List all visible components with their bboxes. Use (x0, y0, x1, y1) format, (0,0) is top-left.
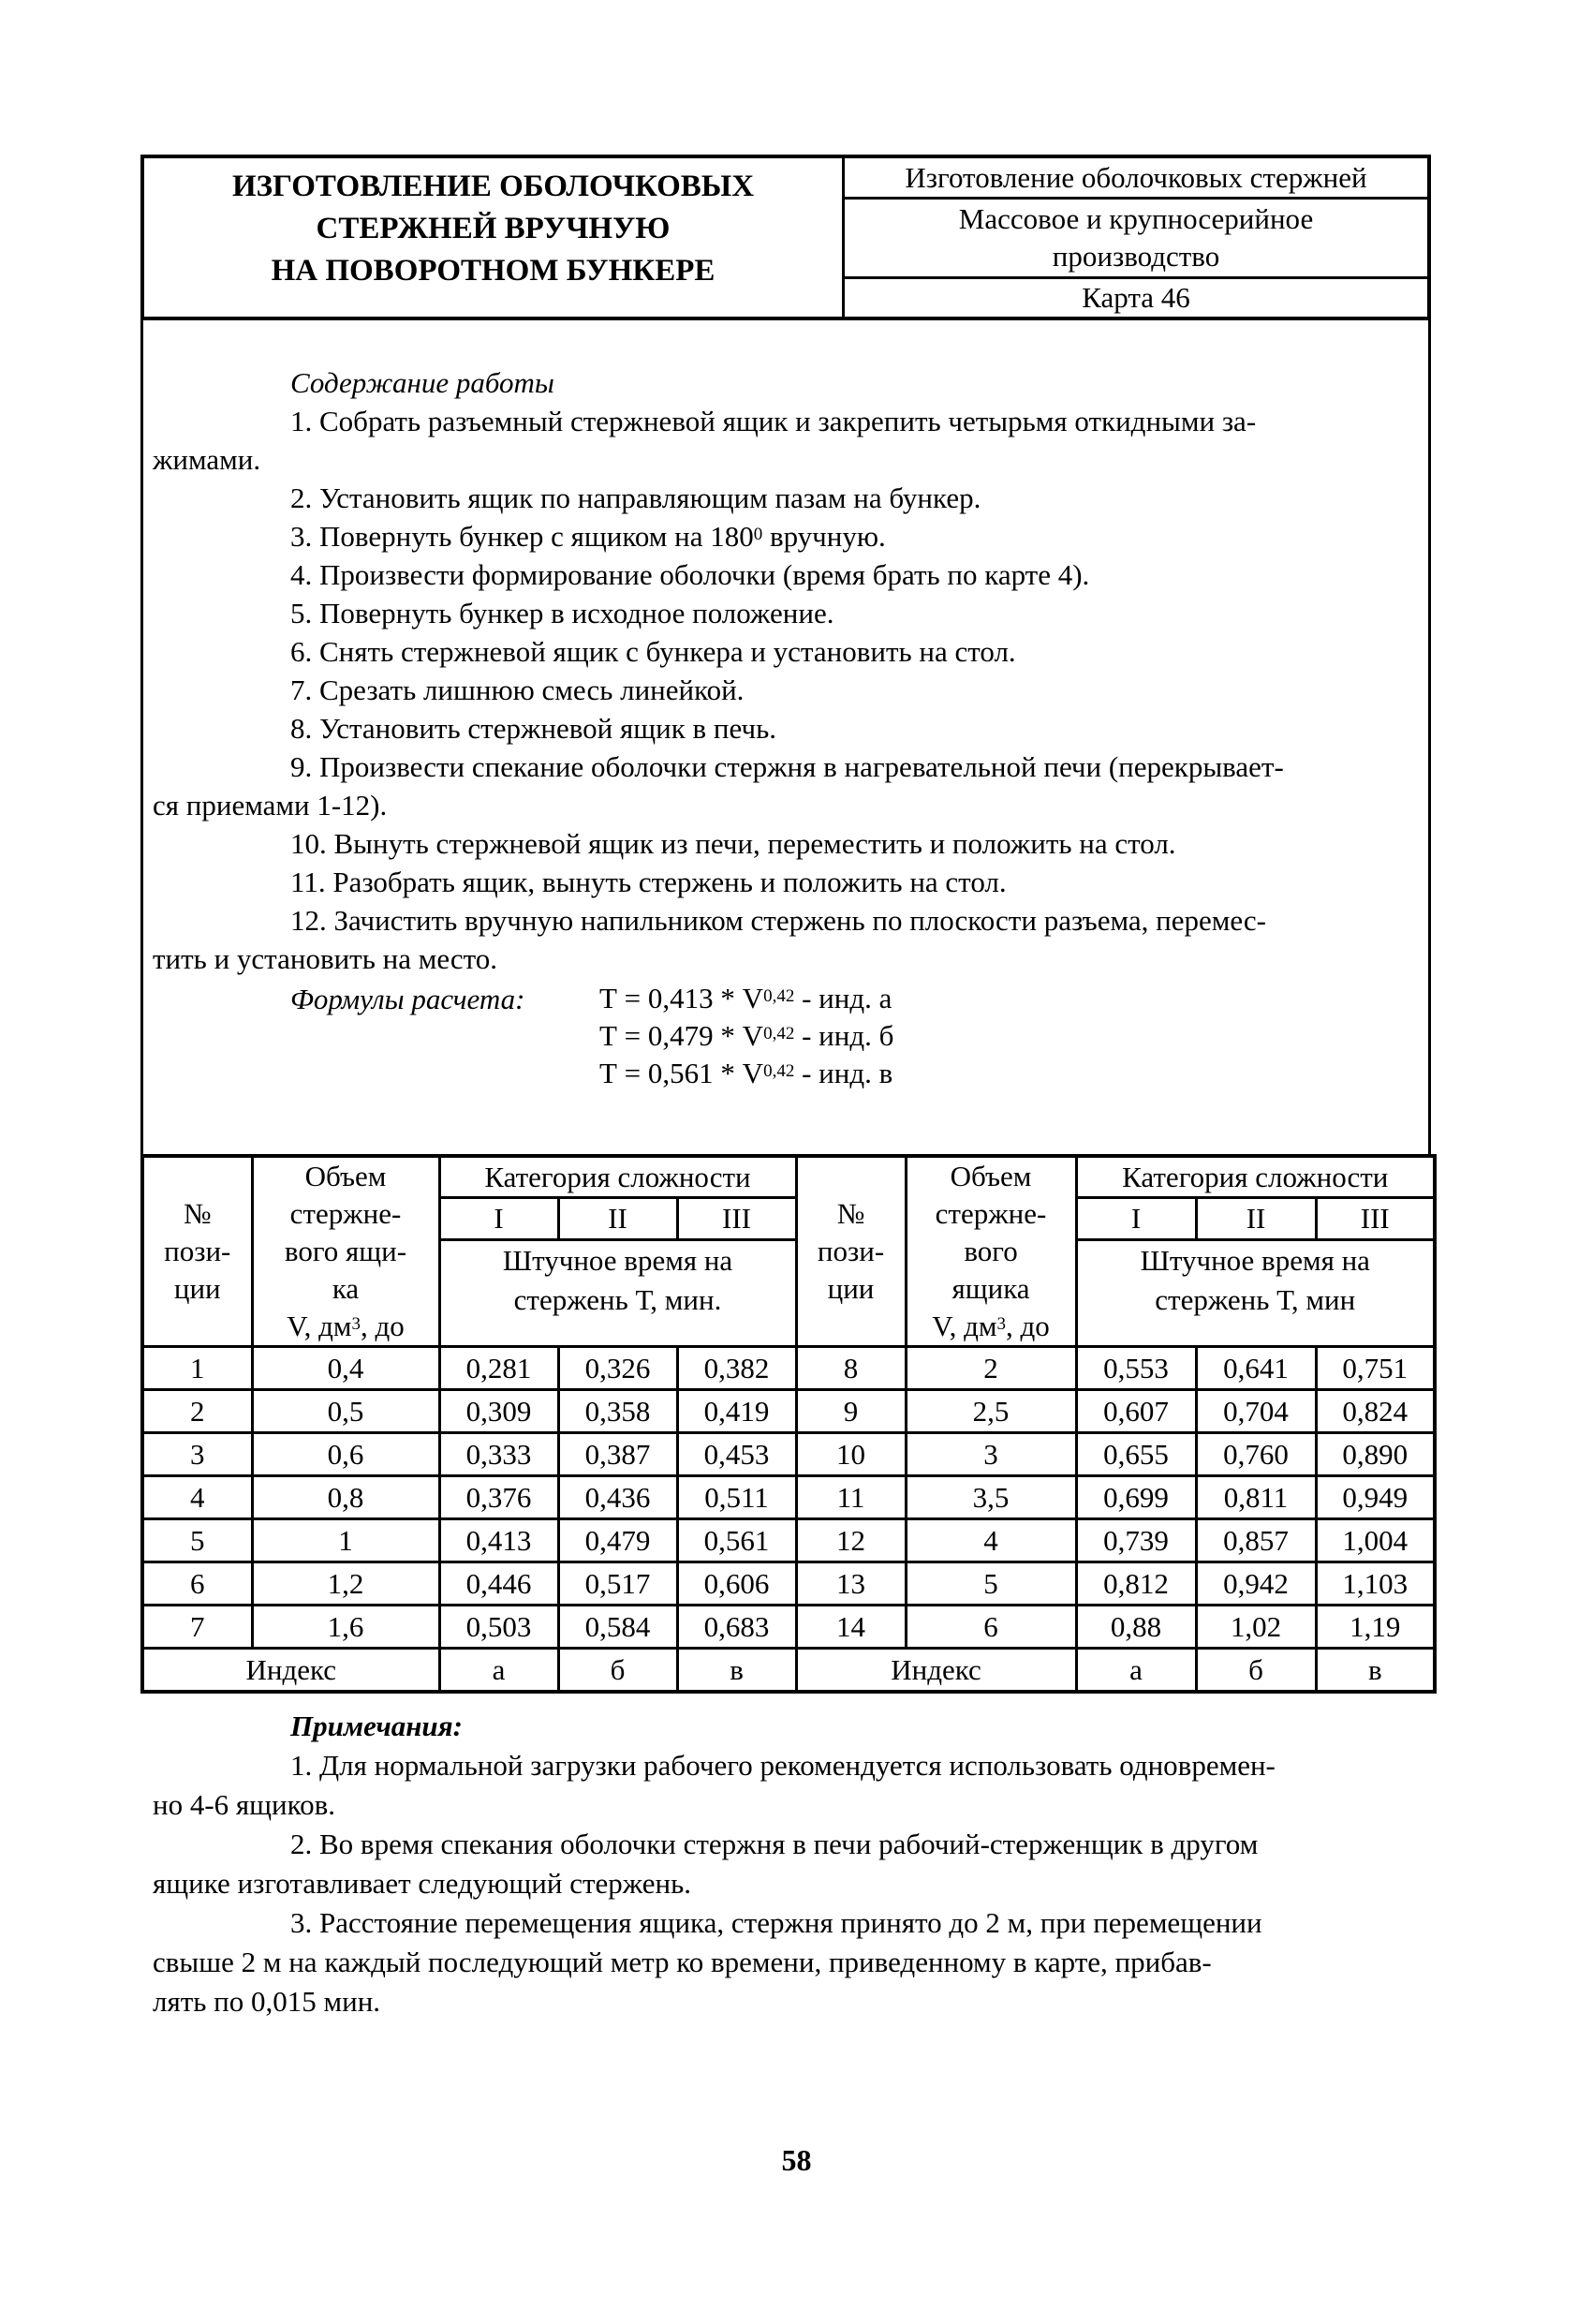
table-cell: 0,561 (677, 1519, 796, 1562)
text-line: жимами. (153, 443, 261, 476)
table-cell: 0,413 (439, 1519, 558, 1562)
text-line: тить и установить на место. (153, 942, 498, 975)
table-cell: 0,333 (439, 1433, 558, 1476)
table-cell: 1,6 (252, 1606, 439, 1649)
index-value-cell: б (1196, 1649, 1316, 1693)
category-col: I (439, 1198, 558, 1239)
header-right-column (845, 158, 1427, 317)
text-line: 12. Зачистить вручную напильником стержень по плоскости разъема, перемес- (290, 904, 1266, 937)
card-number-label: Карта 46 (1082, 281, 1190, 314)
index-value-cell: в (1316, 1649, 1435, 1693)
title-line: ИЗГОТОВЛЕНИЕ ОБОЛОЧКОВЫХ (231, 170, 755, 203)
table-row (142, 1519, 1435, 1562)
header-box (140, 155, 1431, 320)
pos-header-cell: № пози- ции (142, 1156, 252, 1347)
table-cell: 0,683 (677, 1606, 796, 1649)
table-row (142, 1476, 1435, 1519)
text-line: 11. Разобрать ящик, вынуть стержень и положить на стол. (290, 866, 1007, 898)
table-cell: 0,8 (252, 1476, 439, 1519)
table-cell: 0,942 (1196, 1562, 1316, 1606)
doc-type-cell (845, 158, 1427, 200)
production-type-cell (845, 200, 1427, 279)
table-row (142, 1390, 1435, 1433)
table-cell: 0,949 (1316, 1476, 1435, 1519)
text-line: 3. Повернуть бункер с ящиком на $180^0$ вручную. (290, 520, 886, 553)
time-header-cell: Штучное время на стержень Т, мин (1076, 1239, 1435, 1346)
table-cell: 0,446 (439, 1562, 558, 1606)
note-line: лять по 0,015 мин. (153, 1985, 381, 2018)
table-cell: 12 (796, 1519, 906, 1562)
table-cell: 0,309 (439, 1390, 558, 1433)
text-line: 9. Произвести спекание оболочки стержня в нагревательной печи (перекрывает- (290, 750, 1284, 783)
table-row (142, 1606, 1435, 1649)
index-value-cell: б (558, 1649, 677, 1693)
note-line: свыше 2 м на каждый последующий метр ко времени, приведенному в карте, прибав- (153, 1946, 1212, 1978)
formulas-stack (599, 980, 893, 1092)
table-cell: 0,376 (439, 1476, 558, 1519)
table-cell: 1,2 (252, 1562, 439, 1606)
table-cell: 0,503 (439, 1606, 558, 1649)
work-content-section (153, 363, 1409, 1092)
table-cell: 0,4 (252, 1347, 439, 1390)
table-cell: 8 (796, 1347, 906, 1390)
text-line: 2. Установить ящик по направляющим пазам на бункер. (290, 481, 981, 514)
index-label-cell: Индекс (796, 1649, 1076, 1693)
section-heading: Содержание работы (290, 366, 554, 399)
table-header-row (142, 1156, 1435, 1198)
table-cell: 0,584 (558, 1606, 677, 1649)
table-cell: 14 (796, 1606, 906, 1649)
table-cell: 13 (796, 1562, 906, 1606)
volume-header-cell: Объем стержне- вого ящи- ка V, $дм^3$, до (252, 1156, 439, 1347)
title-line: НА ПОВОРОТНОМ БУНКЕРЕ (271, 254, 715, 288)
table-cell: 6 (906, 1606, 1076, 1649)
formulas-label: Формулы расчета: (290, 983, 525, 1015)
formulas-block (153, 980, 1409, 1092)
table-cell: 0,739 (1076, 1519, 1196, 1562)
index-value-cell: а (1076, 1649, 1196, 1693)
page-number: 58 (781, 2143, 812, 2177)
table-cell: 3,5 (906, 1476, 1076, 1519)
table-cell: 1 (252, 1519, 439, 1562)
table-row (142, 1347, 1435, 1390)
table-cell: 0,453 (677, 1433, 796, 1476)
table-row (142, 1562, 1435, 1606)
table-row (142, 1433, 1435, 1476)
table-cell: 1,19 (1316, 1606, 1435, 1649)
table-cell: 0,760 (1196, 1433, 1316, 1476)
index-value-cell: а (439, 1649, 558, 1693)
volume-header-cell: Объем стержне- вого ящика V, $дм^3$, до (906, 1156, 1076, 1347)
index-value-cell: в (677, 1649, 796, 1693)
table-cell: 0,890 (1316, 1433, 1435, 1476)
formula-line: Т = 0,479 * V$^{0,42}$ - инд. б (599, 1019, 894, 1052)
text-line: 5. Повернуть бункер в исходное положение. (290, 597, 834, 629)
norms-table-wrap (140, 1154, 1437, 1694)
table-cell: 0,6 (252, 1433, 439, 1476)
production-type-line: Массовое и крупносерийное (958, 202, 1314, 235)
formula-line: Т = 0,561 * V$^{0,42}$ - инд. в (599, 1057, 893, 1089)
table-cell: 0,811 (1196, 1476, 1316, 1519)
table-cell: 6 (142, 1562, 252, 1606)
text-line: 4. Произвести формирование оболочки (время брать по карте 4). (290, 558, 1090, 591)
category-header-cell: Категория сложности (439, 1156, 796, 1198)
table-cell: 1,103 (1316, 1562, 1435, 1606)
note-line: ящике изготавливает следующий стержень. (153, 1867, 692, 1900)
production-type-line: производство (1052, 240, 1220, 273)
doc-type-label: Изготовление оболочковых стержней (905, 160, 1367, 194)
category-header-cell: Категория сложности (1076, 1156, 1435, 1198)
table-cell: 10 (796, 1433, 906, 1476)
card-number-cell (845, 279, 1427, 317)
table-cell: 0,436 (558, 1476, 677, 1519)
table-cell: 4 (906, 1519, 1076, 1562)
text-line: 10. Вынуть стержневой ящик из печи, переместить и положить на стол. (290, 827, 1176, 860)
table-index-row (142, 1649, 1435, 1693)
table-cell: 0,281 (439, 1347, 558, 1390)
table-cell: 0,326 (558, 1347, 677, 1390)
table-cell: 7 (142, 1606, 252, 1649)
table-cell: 1,02 (1196, 1606, 1316, 1649)
table-cell: 0,358 (558, 1390, 677, 1433)
category-col: I (1076, 1198, 1196, 1239)
title-line: СТЕРЖНЕЙ ВРУЧНУЮ (316, 212, 671, 245)
table-cell: 0,607 (1076, 1390, 1196, 1433)
pos-header-cell: № пози- ции (796, 1156, 906, 1347)
table-cell: 0,606 (677, 1562, 796, 1606)
text-line: 7. Срезать лишнюю смесь линейкой. (290, 674, 745, 706)
table-cell: 0,751 (1316, 1347, 1435, 1390)
table-cell: 0,812 (1076, 1562, 1196, 1606)
category-col: II (558, 1198, 677, 1239)
table-cell: 0,655 (1076, 1433, 1196, 1476)
table-cell: 0,553 (1076, 1347, 1196, 1390)
table-cell: 5 (906, 1562, 1076, 1606)
table-cell: 2 (906, 1347, 1076, 1390)
table-cell: 2,5 (906, 1390, 1076, 1433)
notes-heading: Примечания: (290, 1710, 463, 1742)
table-cell: 0,5 (252, 1390, 439, 1433)
table-cell: 5 (142, 1519, 252, 1562)
category-col: III (1316, 1198, 1435, 1239)
table-cell: 0,479 (558, 1519, 677, 1562)
category-col: II (1196, 1198, 1316, 1239)
table-cell: 0,517 (558, 1562, 677, 1606)
norms-table (140, 1154, 1437, 1694)
table-cell: 0,704 (1196, 1390, 1316, 1433)
formula-line: Т = 0,413 * V$^{0,42}$ - инд. а (599, 982, 892, 1014)
table-cell: 0,382 (677, 1347, 796, 1390)
table-cell: 0,511 (677, 1476, 796, 1519)
table-cell: 0,419 (677, 1390, 796, 1433)
time-header-cell: Штучное время на стержень Т, мин. (439, 1239, 796, 1346)
table-cell: 9 (796, 1390, 906, 1433)
text-line: 1. Собрать разъемный стержневой ящик и закрепить четырьмя откидными за- (290, 405, 1257, 437)
table-cell: 4 (142, 1476, 252, 1519)
note-line: 2. Во время спекания оболочки стержня в печи рабочий-стерженщик в другом (290, 1828, 1259, 1860)
text-line: ся приемами 1-12). (153, 789, 388, 822)
table-cell: 1 (142, 1347, 252, 1390)
right-frame-line (1428, 317, 1431, 1157)
table-cell: 0,387 (558, 1433, 677, 1476)
table-cell: 0,824 (1316, 1390, 1435, 1433)
table-cell: 0,699 (1076, 1476, 1196, 1519)
table-cell: 3 (906, 1433, 1076, 1476)
note-line: но 4-6 ящиков. (153, 1788, 336, 1821)
table-cell: 0,88 (1076, 1606, 1196, 1649)
table-cell: 11 (796, 1476, 906, 1519)
table-cell: 0,857 (1196, 1519, 1316, 1562)
notes-section (153, 1707, 1412, 2021)
table-cell: 0,641 (1196, 1347, 1316, 1390)
table-cell: 3 (142, 1433, 252, 1476)
index-label-cell: Индекс (142, 1649, 439, 1693)
text-line: 6. Снять стержневой ящик с бункера и установить на стол. (290, 635, 1016, 668)
table-cell: 1,004 (1316, 1519, 1435, 1562)
text-line: 8. Установить стержневой ящик в печь. (290, 712, 776, 745)
note-line: 1. Для нормальной загрузки рабочего рекомендуется использовать одновремен- (290, 1749, 1276, 1782)
table-cell: 2 (142, 1390, 252, 1433)
category-col: III (677, 1198, 796, 1239)
left-frame-line (140, 317, 143, 1157)
note-line: 3. Расстояние перемещения ящика, стержня принято до 2 м, при перемещении (290, 1906, 1262, 1939)
document-title (144, 158, 845, 317)
